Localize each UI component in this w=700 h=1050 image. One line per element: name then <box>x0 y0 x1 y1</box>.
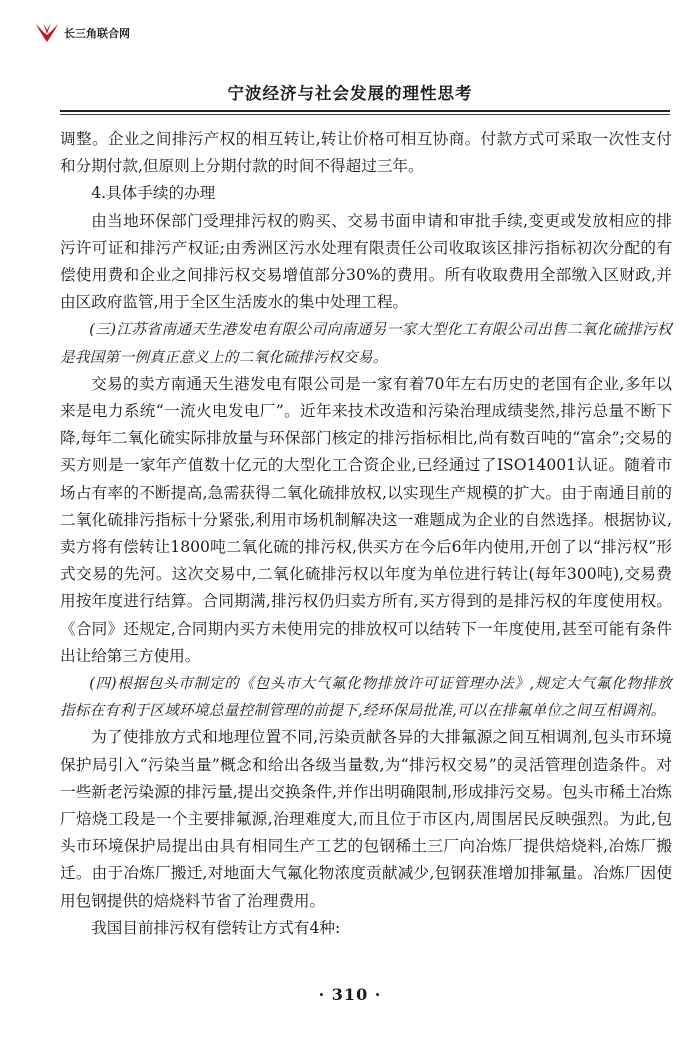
page-number: · 310 · <box>318 985 382 1004</box>
site-logo <box>34 22 130 44</box>
case-heading-baotou: (四)根据包头市制定的《包头市大气氟化物排放许可证管理办法》,规定大气氟化物排放指标在有利于区域环境总量控制管理的前提下,经环保局批准,可以在排氟单位之间互相调剂。 <box>60 675 672 720</box>
site-name: 长三角联合网 <box>64 27 130 40</box>
header-rule <box>60 110 670 112</box>
section-heading-procedures: 4.具体手续的办理 <box>91 184 216 203</box>
paragraph-procedures: 由当地环保部门受理排污权的购买、交易书面申请和审批手续,变更或发放相应的排污许可证和排污产权证;由秀洲区污水处理有限责任公司收取该区排污指标初次分配的有偿使用费和企业之间排污权交易增值部分30%的费用。所有收取费用全部缴入区财政,并由区政府监管,用于全区生活废水的集中处理工程。 <box>60 211 672 312</box>
logo-emblem-icon <box>34 22 60 44</box>
running-title: 宁波经济与社会发展的理性思考 <box>227 84 473 103</box>
paragraph-transfer-methods: 我国目前排污权有偿转让方式有4种: <box>91 918 341 937</box>
case-heading-nantong: (三)江苏省南通天生港发电有限公司向南通另一家大型化工有限公司出售二氧化硫排污权是我国第一例真正意义上的二氧化硫排污权交易。 <box>60 321 672 366</box>
paragraph-continued: 调整。企业之间排污产权的相互转让,转让价格可相互协商。付款方式可采取一次性支付和分期付款,但原则上分期付款的时间不得超过三年。 <box>60 130 672 176</box>
paragraph-baotou: 为了使排放方式和地理位置不同,污染贡献各异的大排氟源之间互相调剂,包头市环境保护局引入“污染当量”概念和给出各级当量数,为“排污权交易”的灵活管理创造条件。对一些新老污染源的排污量,提出交换条件,并作出明确限制,形成排污交易。包头市稀土冶炼厂焙烧工段是一个主要排氟源,治理难度大,而且位于市区内,周围居民反映强烈。为此,包头市环境保护局提出由具有相同生产工艺的包钢稀土三厂向冶炼厂提供焙烧料,冶炼厂搬迁。由于冶炼厂搬迁,对地面大气氟化物浓度贡献减少,包钢获准增加排氟量。冶炼厂因使用包钢提供的焙烧料节省了治理费用。 <box>60 728 672 910</box>
paragraph-nantong: 交易的卖方南通天生港发电有限公司是一家有着70年左右历史的老国有企业,多年以来是电力系统“一流火电发电厂”。近年来技术改造和污染治理成绩斐然,排污总量不断下降,每年二氧化硫实际排放量与环保部门核定的排污指标相比,尚有数百吨的“富余”;交易的买方则是一家年产值数十亿元的大型化工合资企业,已经通过了ISO14001认证。随着市场占有率的不断提高,急需获得二氧化硫排放权,以实现生产规模的扩大。由于南通目前的二氧化硫排污指标十分紧张,利用市场机制解决这一难题成为企业的自然选择。根据协议,卖方将有偿转让1800吨二氧化硫的排污权,供买方在今后6年内使用,开创了以“排污权”形式交易的先河。这次交易中,二氧化硫排污权以年度为单位进行转让(每年300吨),交易费用按年度进行结算。合同期满,排污权仍归卖方所有,买方得到的是排污权的年度使用权。《合同》还规定,合同期内买方未使用完的排放权可以结转下一年度使用,甚至可能有条件出让给第三方使用。 <box>60 374 672 665</box>
header-rule-thin <box>60 114 670 115</box>
page-body <box>60 126 672 942</box>
